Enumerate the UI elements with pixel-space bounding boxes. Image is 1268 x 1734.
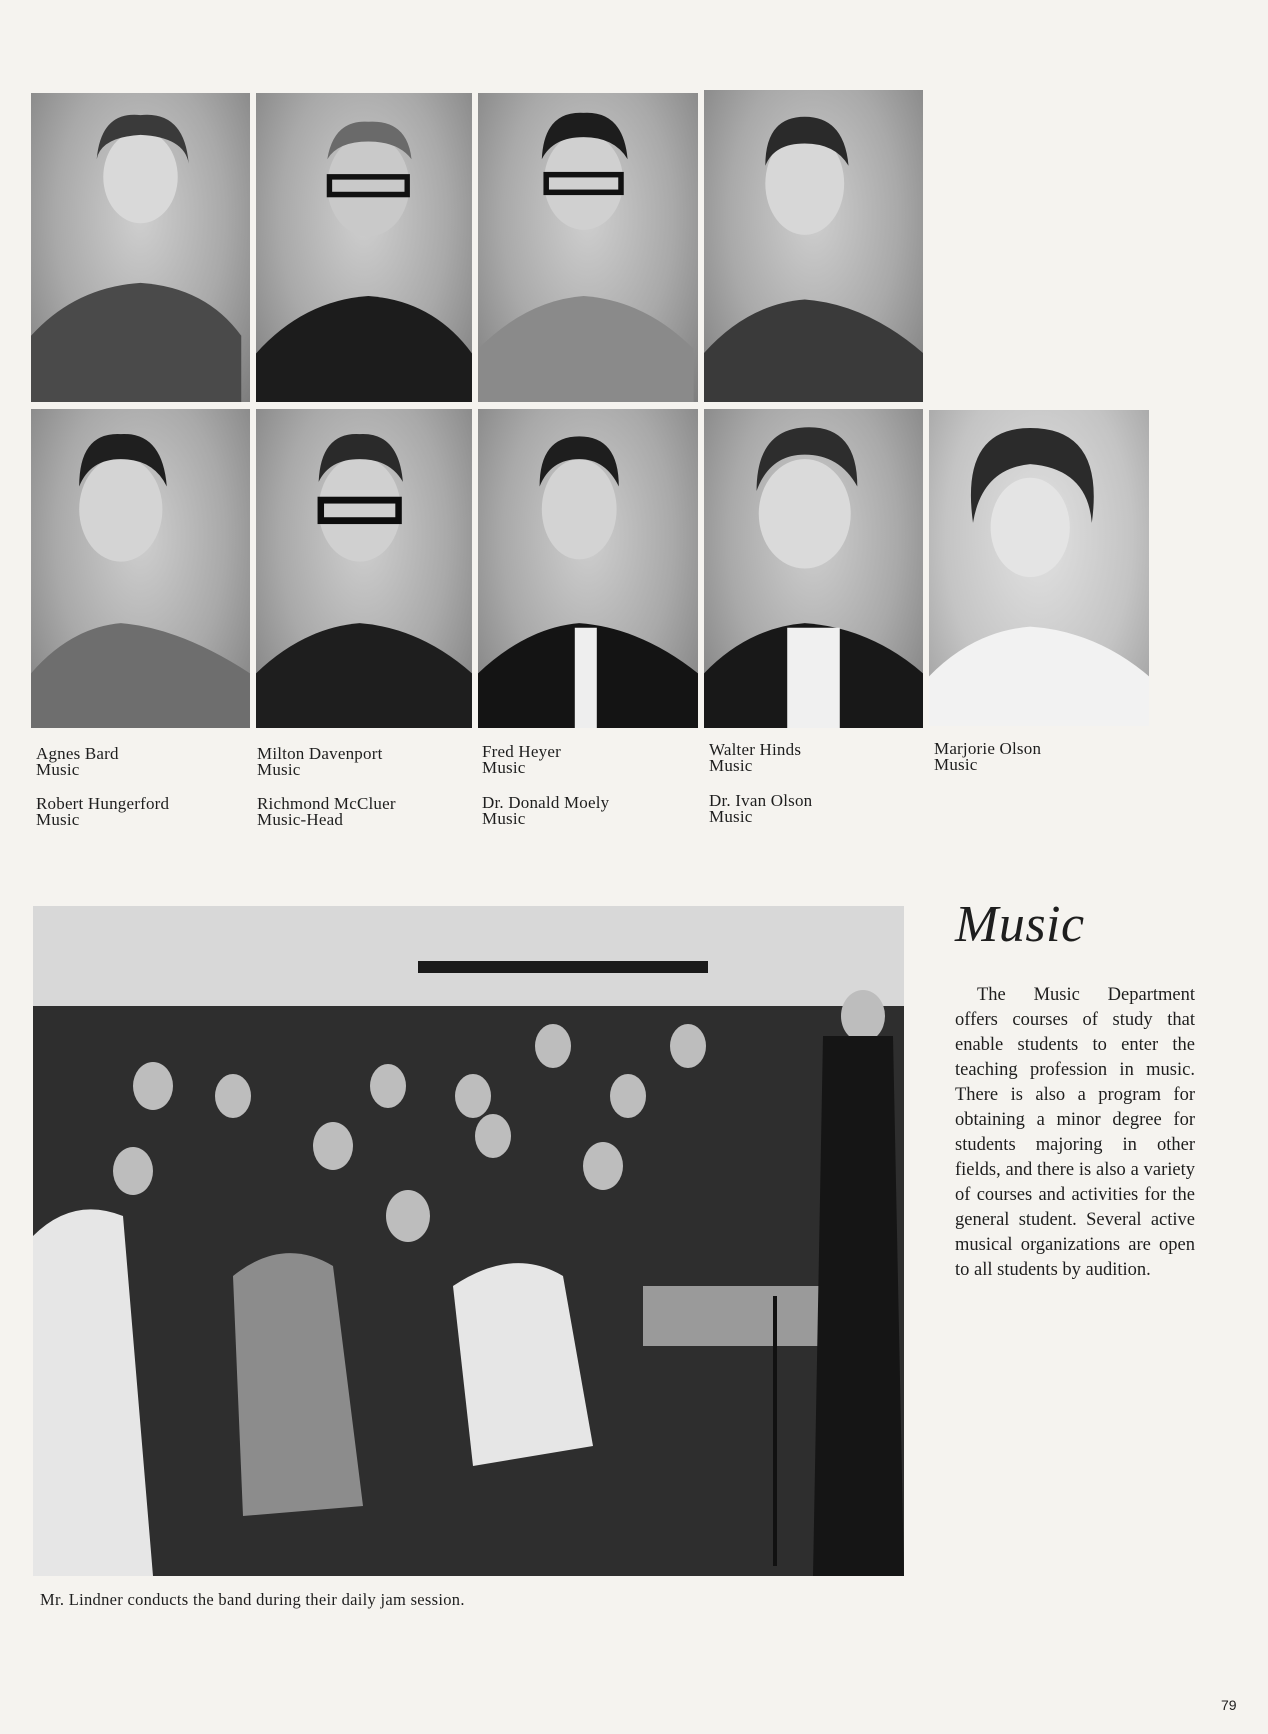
faculty-dept: Music xyxy=(709,807,753,826)
faculty-name: Dr. Donald Moely xyxy=(482,793,610,812)
portrait-milton-davenport xyxy=(256,93,472,402)
faculty-name: Walter Hinds xyxy=(709,740,802,759)
portrait-robert-hungerford xyxy=(31,409,250,728)
faculty-dept: Music xyxy=(709,756,753,775)
portrait-donald-moely xyxy=(478,409,698,728)
portrait-richmond-mccluer xyxy=(256,409,472,728)
faculty-name: Dr. Ivan Olson xyxy=(709,791,813,810)
faculty-dept: Music xyxy=(482,809,526,828)
portrait-fred-heyer xyxy=(478,93,698,402)
faculty-dept: Music-Head xyxy=(257,810,344,829)
section-body: The Music Department offers courses of study that enable students to enter the teaching profession in music. There is also a program for obtaining a minor degree for students majoring in other fields, and there is also a variety of courses and activities for the general student. Several active musical organizations are open to all students by audition. xyxy=(955,985,1195,1280)
faculty-dept: Music xyxy=(257,760,301,779)
caption-milton-davenport xyxy=(257,746,457,778)
caption-ivan-olson xyxy=(709,793,909,825)
band-rehearsal-photo xyxy=(33,906,904,1576)
page-number: 79 xyxy=(1221,1697,1237,1713)
caption-fred-heyer xyxy=(482,744,682,776)
caption-richmond-mccluer xyxy=(257,796,457,828)
portrait-agnes-bard xyxy=(31,93,250,402)
faculty-dept: Music xyxy=(934,755,978,774)
portrait-marjorie-olson xyxy=(929,410,1149,726)
caption-robert-hungerford xyxy=(36,796,236,828)
caption-agnes-bard xyxy=(36,746,236,778)
caption-marjorie-olson xyxy=(934,741,1134,773)
section-heading: Music xyxy=(955,896,1085,953)
portrait-ivan-olson xyxy=(704,409,923,728)
faculty-name: Agnes Bard xyxy=(36,744,119,763)
faculty-name: Robert Hungerford xyxy=(36,794,170,813)
faculty-name: Richmond McCluer xyxy=(257,794,396,813)
faculty-dept: Music xyxy=(36,760,80,779)
faculty-name: Milton Davenport xyxy=(257,744,383,763)
caption-walter-hinds xyxy=(709,742,909,774)
faculty-dept: Music xyxy=(36,810,80,829)
faculty-name: Fred Heyer xyxy=(482,742,561,761)
portrait-walter-hinds xyxy=(704,90,923,402)
faculty-dept: Music xyxy=(482,758,526,777)
caption-donald-moely xyxy=(482,795,682,827)
band-photo-caption: Mr. Lindner conducts the band during their daily jam session. xyxy=(40,1590,465,1609)
faculty-name: Marjorie Olson xyxy=(934,739,1042,758)
